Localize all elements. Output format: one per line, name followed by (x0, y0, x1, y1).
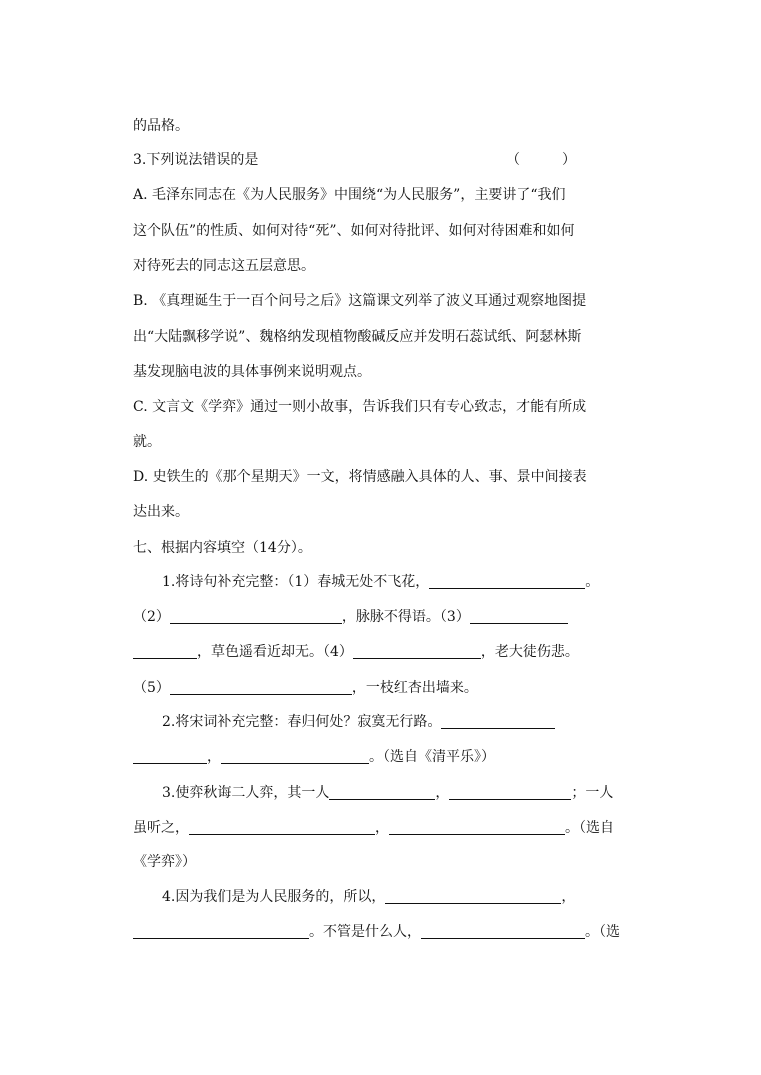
punctuation: ， (207, 749, 221, 765)
fill-1-line-2 (133, 607, 568, 627)
fill-3-line-3: 《学弈》） (133, 854, 196, 870)
option-a-line-1: A. 毛泽东同志在《为人民服务》中围绕“为人民服务”，主要讲了“我们 (133, 187, 566, 203)
option-b-line-1: B. 《真理诞生于一百个问号之后》这篇课文列举了波义耳通过观察地图提 (133, 293, 587, 309)
fill-4-prompt: 4.因为我们是为人民服务的，所以， (162, 889, 386, 905)
item-number: （2） (133, 609, 170, 625)
fill-4-line-2 (133, 922, 620, 942)
option-a-line-2: 这个队伍”的性质、如何对待“死”、如何对待批评、如何对待困难和如何 (133, 223, 575, 239)
answer-parentheses: （ ） (506, 152, 576, 168)
option-d-line-1: D. 史铁生的《那个星期天》一文，将情感融入具体的人、事、景中间接表 (133, 469, 587, 485)
answer-blank[interactable] (470, 609, 568, 624)
option-d-line-2: 达出来。 (133, 504, 189, 520)
fill-2-line-1 (162, 712, 555, 732)
answer-blank[interactable] (449, 785, 571, 800)
option-b-line-3: 基发现脑电波的具体事例来说明观点。 (133, 364, 371, 380)
answer-blank[interactable] (170, 680, 352, 695)
answer-blank[interactable] (385, 889, 561, 904)
fill-3-line-1 (162, 783, 613, 803)
answer-blank[interactable] (421, 924, 585, 939)
fill-1-prompt: 1.将诗句补充完整：（1）春城无处不飞花， (162, 574, 430, 590)
answer-blank[interactable] (329, 785, 435, 800)
fill-1-line-4 (133, 678, 478, 698)
answer-blank[interactable] (429, 574, 585, 589)
fill-1-line-3 (133, 642, 579, 662)
fill-1-line-1 (162, 572, 599, 592)
fill-3-prompt: 3.使弈秋诲二人弈，其一人 (162, 785, 330, 801)
answer-blank[interactable] (221, 749, 369, 764)
question-3-prompt: 3.下列说法错误的是 (133, 152, 259, 168)
option-c-line-2: 就。 (133, 434, 161, 450)
verse-text: ，一枝红杏出墙来。 (351, 680, 478, 696)
option-a-line-3: 对待死去的同志这五层意思。 (133, 258, 315, 274)
answer-blank[interactable] (441, 714, 555, 729)
item-number: （5） (133, 680, 170, 696)
punctuation: ， (435, 785, 450, 801)
fill-2-prompt: 2.将宋词补充完整：春归何处？寂寞无行路。 (162, 714, 442, 730)
question-3 (133, 150, 258, 170)
answer-blank[interactable] (389, 820, 565, 835)
answer-blank[interactable] (189, 820, 375, 835)
verse-text: ；一人 (571, 785, 614, 801)
source-note: 。（选 (585, 924, 620, 940)
verse-text: ，脉脉不得语。（3） (341, 609, 470, 625)
answer-blank[interactable] (133, 749, 207, 764)
source-note: 。（选自 (565, 820, 614, 836)
fill-2-line-2 (133, 747, 495, 767)
punctuation: ， (561, 889, 576, 905)
verse-text: 虽听之， (133, 820, 189, 836)
fill-4-line-1 (162, 887, 575, 907)
answer-blank[interactable] (170, 609, 342, 624)
source-note: 。（选自《清平乐》） (369, 749, 495, 765)
text-line: 的品格。 (133, 118, 189, 134)
verse-text: ，草色遥看近却无。（4） (197, 644, 353, 660)
punctuation: 。 (585, 574, 600, 590)
answer-blank[interactable] (353, 644, 481, 659)
answer-blank[interactable] (133, 924, 309, 939)
verse-text: 。不管是什么人， (309, 924, 421, 940)
section-7-heading: 七、根据内容填空（14分）。 (133, 540, 312, 556)
verse-text: ，老大徒伤悲。 (480, 644, 579, 660)
punctuation: ， (375, 820, 389, 836)
answer-blank[interactable] (133, 644, 197, 659)
option-b-line-2: 出“大陆飘移学说”、魏格纳发现植物酸碱反应并发明石蕊试纸、阿瑟林斯 (133, 329, 582, 345)
fill-3-line-2 (133, 818, 614, 838)
option-c-line-1: C. 文言文《学弈》通过一则小故事，告诉我们只有专心致志，才能有所成 (133, 399, 587, 415)
